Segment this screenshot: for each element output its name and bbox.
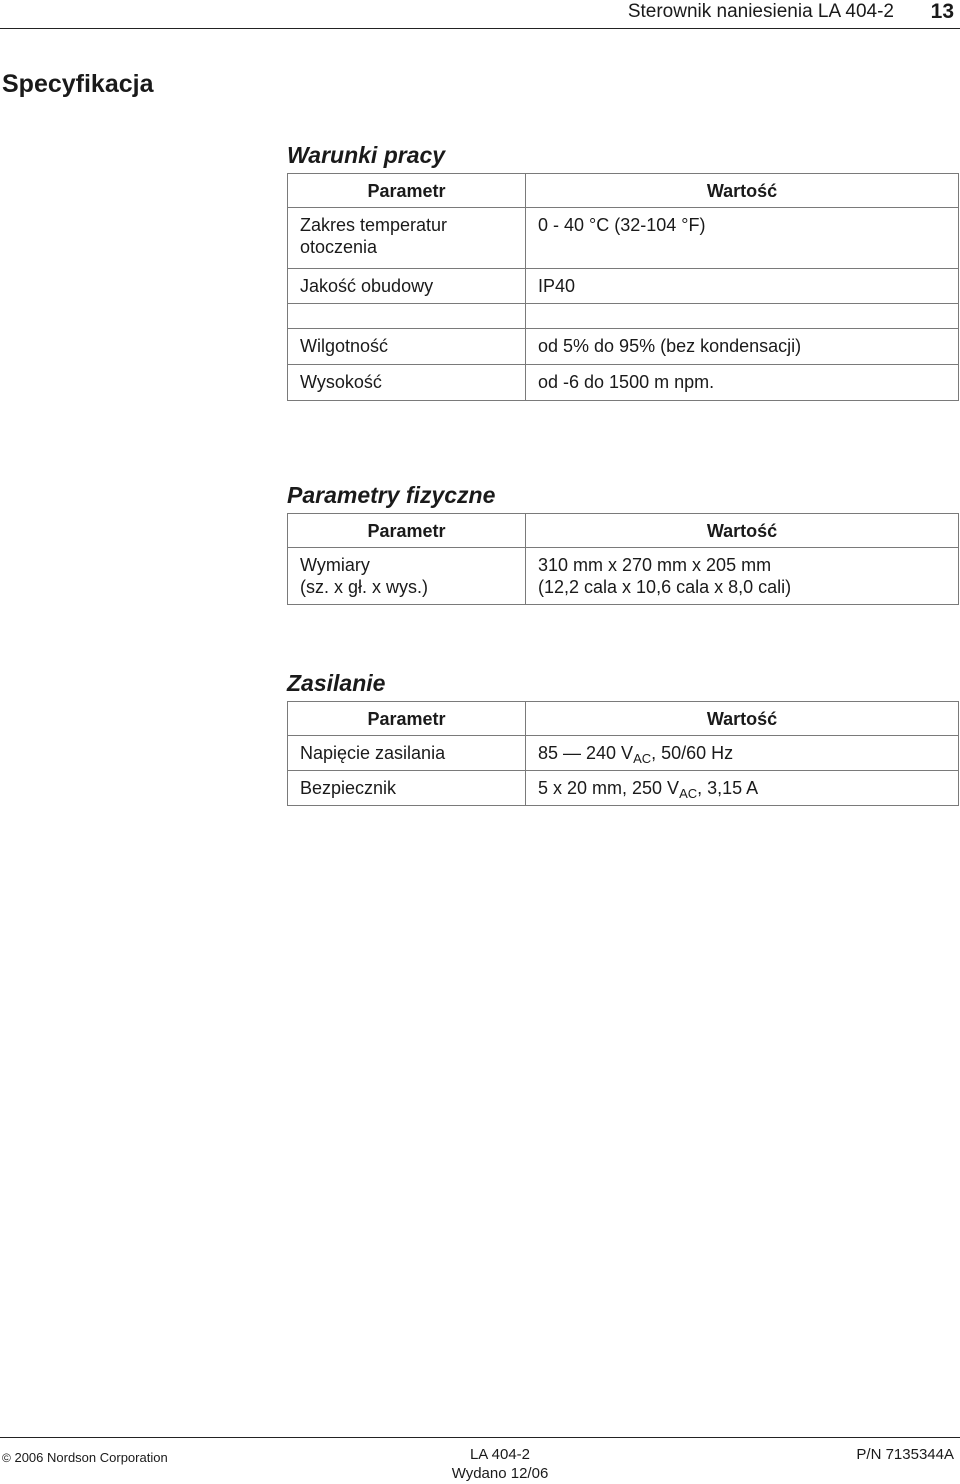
param-cell: Napięcie zasilania: [288, 736, 526, 771]
table-row: [288, 269, 959, 304]
section-title-operating: Warunki pracy: [287, 142, 446, 168]
param-cell: Wilgotność: [288, 329, 526, 365]
power-supply-table: [287, 701, 959, 806]
value-cell: [526, 736, 959, 771]
copyright-text: 2006 Nordson Corporation: [14, 1450, 168, 1465]
section-title-power: Zasilanie: [287, 670, 386, 696]
table-row: [288, 771, 959, 806]
footer-doc-id: LA 404-2: [469, 1446, 531, 1463]
value-cell: IP40: [526, 269, 959, 304]
page-title: Specyfikacja: [2, 70, 154, 98]
value-cell: 0 - 40 °C (32-104 °F): [526, 208, 959, 269]
physical-parameters-table: [287, 513, 959, 605]
page-number: 13: [930, 0, 954, 23]
column-header-param: Parametr: [288, 174, 526, 208]
header-rule: [0, 28, 960, 29]
footer-rule: [0, 1437, 960, 1438]
column-header-param: Parametr: [288, 514, 526, 548]
table-header-row: [288, 174, 959, 208]
operating-conditions-table: [287, 173, 959, 401]
column-header-value: Wartość: [526, 702, 959, 736]
table-row: [288, 736, 959, 771]
footer-part-number: P/N 7135344A: [856, 1446, 954, 1463]
copyright-icon: ©: [2, 1451, 11, 1465]
param-cell: Wysokość: [288, 365, 526, 401]
table-row: [288, 365, 959, 401]
table-spacer-row: [288, 304, 959, 329]
param-line: Wymiary: [300, 555, 370, 575]
footer-copyright: [2, 1450, 168, 1465]
header-title: Sterownik naniesienia LA 404-2: [627, 1, 894, 22]
param-cell: Zakres temperatur otoczenia: [288, 208, 526, 269]
value-subscript: AC: [633, 751, 652, 766]
table-header-row: [288, 702, 959, 736]
column-header-value: Wartość: [526, 174, 959, 208]
value-text: , 3,15 A: [697, 778, 759, 798]
table-row: [288, 548, 959, 605]
column-header-param: Parametr: [288, 702, 526, 736]
param-cell: Jakość obudowy: [288, 269, 526, 304]
param-line: (sz. x gł. x wys.): [300, 577, 429, 597]
param-cell: Bezpiecznik: [288, 771, 526, 806]
section-title-physical: Parametry fizyczne: [287, 482, 496, 508]
value-text: 5 x 20 mm, 250 V: [538, 778, 680, 798]
column-header-value: Wartość: [526, 514, 959, 548]
param-cell: [288, 548, 526, 605]
value-subscript: AC: [679, 786, 698, 801]
table-row: [288, 329, 959, 365]
footer-issued: Wydano 12/06: [451, 1465, 549, 1482]
value-cell: od -6 do 1500 m npm.: [526, 365, 959, 401]
value-line: 310 mm x 270 mm x 205 mm: [538, 555, 772, 575]
value-text: , 50/60 Hz: [651, 743, 734, 763]
table-header-row: [288, 514, 959, 548]
value-cell: [526, 771, 959, 806]
table-row: [288, 208, 959, 269]
value-cell: [526, 548, 959, 605]
footer-center: [400, 1445, 600, 1483]
value-text: 85 — 240 V: [538, 743, 634, 763]
value-cell: od 5% do 95% (bez kondensacji): [526, 329, 959, 365]
value-line: (12,2 cala x 10,6 cala x 8,0 cali): [538, 577, 792, 597]
